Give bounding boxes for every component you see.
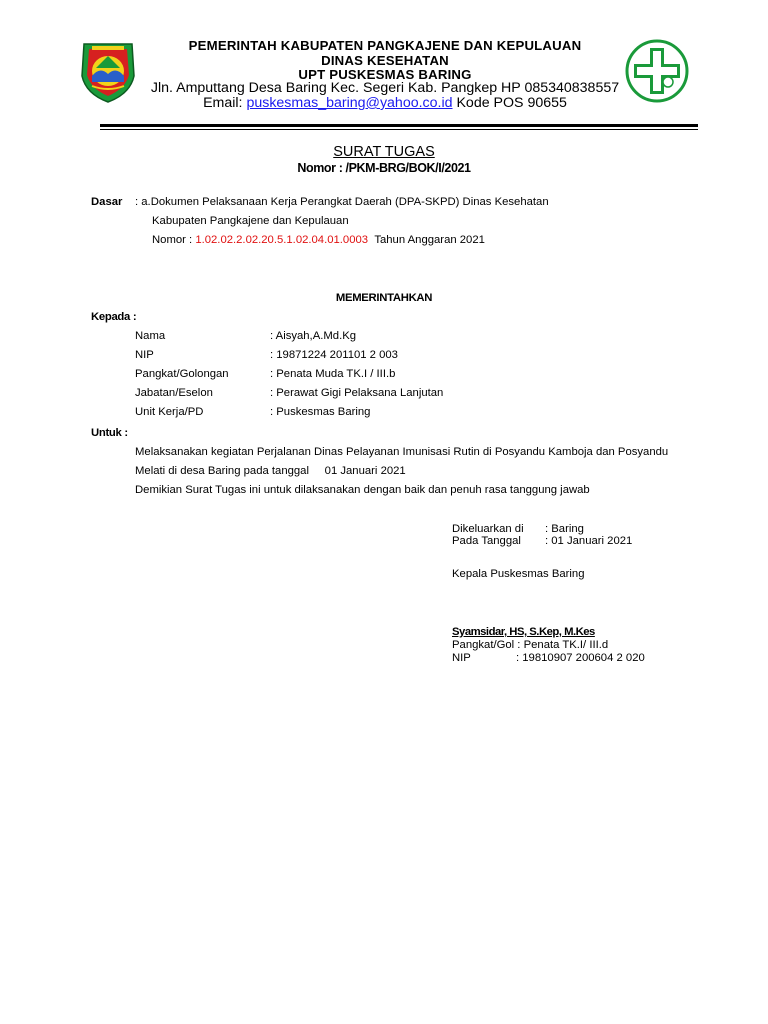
document-number: Nomor : /PKM-BRG/BOK/I/2021 (297, 161, 471, 175)
signatory-name: Syamsidar, HS, S.Kep, M.Kes (452, 626, 595, 638)
untuk-label: Untuk : (91, 427, 128, 439)
postal-code: Kode POS 90655 (456, 95, 567, 111)
kepada-position-value: : Perawat Gigi Pelaksana Lanjutan (270, 387, 444, 399)
dasar-label: Dasar (91, 196, 123, 208)
letterhead-divider-thin (100, 129, 698, 130)
kepada-label: Kepada : (91, 311, 137, 323)
issued-date-label: Pada Tanggal (452, 535, 521, 547)
kepada-rank-value: : Penata Muda TK.I / III.b (270, 368, 396, 380)
signatory-position: Kepala Puskesmas Baring (452, 568, 585, 580)
untuk-line-1: Melaksanakan kegiatan Perjalanan Dinas Pelayanan Imunisasi Rutin di Posyandu Kamboja dan Posyandu (135, 446, 669, 458)
memerintahkan-heading: MEMERINTAHKAN (335, 292, 433, 304)
kepada-unit-value: : Puskesmas Baring (270, 406, 371, 418)
signatory-nip-value: : 19810907 200604 2 020 (516, 652, 645, 664)
signatory-rank: Pangkat/Gol : Penata TK.I/ III.d (452, 639, 609, 651)
dasar-budget-number: 1.02.02.2.02.20.5.1.02.04.01.0003 (195, 234, 369, 246)
header-address: Jln. Amputtang Desa Baring Kec. Segeri Kab. Pangkep HP 085340838557 (150, 80, 620, 96)
header-contact (120, 95, 650, 111)
untuk-date: 01 Januari 2021 (324, 465, 406, 477)
dasar-line-1: : a.Dokumen Pelaksanaan Kerja Perangkat Daerah (DPA-SKPD) Dinas Kesehatan (135, 196, 549, 208)
header-government: PEMERINTAH KABUPATEN PANGKAJENE DAN KEPULAUAN (188, 38, 582, 53)
header-unit: UPT PUSKESMAS BARING (298, 67, 472, 82)
untuk-line-3: Demikian Surat Tugas ini untuk dilaksanakan dengan baik dan penuh rasa tanggung jawab (135, 484, 590, 496)
dasar-nomor-prefix: Nomor : (152, 234, 196, 246)
document-title: SURAT TUGAS (333, 144, 435, 160)
kepada-name-field: Nama (135, 330, 166, 342)
dasar-budget-year: Tahun Anggaran 2021 (374, 234, 485, 246)
issued-date-value: : 01 Januari 2021 (545, 535, 633, 547)
email-link[interactable]: puskesmas_baring@yahoo.co.id (246, 95, 453, 111)
letterhead-divider (100, 124, 698, 127)
kepada-rank-field: Pangkat/Golongan (135, 368, 229, 380)
kepada-unit-field: Unit Kerja/PD (135, 406, 204, 418)
untuk-line-2-text: Melati di desa Baring pada tanggal (135, 465, 309, 477)
issued-place-label: Dikeluarkan di (452, 523, 524, 535)
kepada-nip-field: NIP (135, 349, 154, 361)
dasar-line-2: Kabupaten Pangkajene dan Kepulauan (152, 215, 349, 227)
kepada-nip-value: : 19871224 201101 2 003 (270, 349, 398, 361)
email-label: Email: (203, 95, 243, 111)
header-department: DINAS KESEHATAN (321, 53, 449, 68)
kepada-name-value: : Aisyah,A.Md.Kg (270, 330, 357, 342)
kepada-position-field: Jabatan/Eselon (135, 387, 213, 399)
dasar-line-3 (152, 234, 485, 246)
untuk-line-2 (135, 465, 406, 477)
issued-place-value: : Baring (545, 523, 584, 535)
signatory-nip-label: NIP (452, 652, 471, 664)
